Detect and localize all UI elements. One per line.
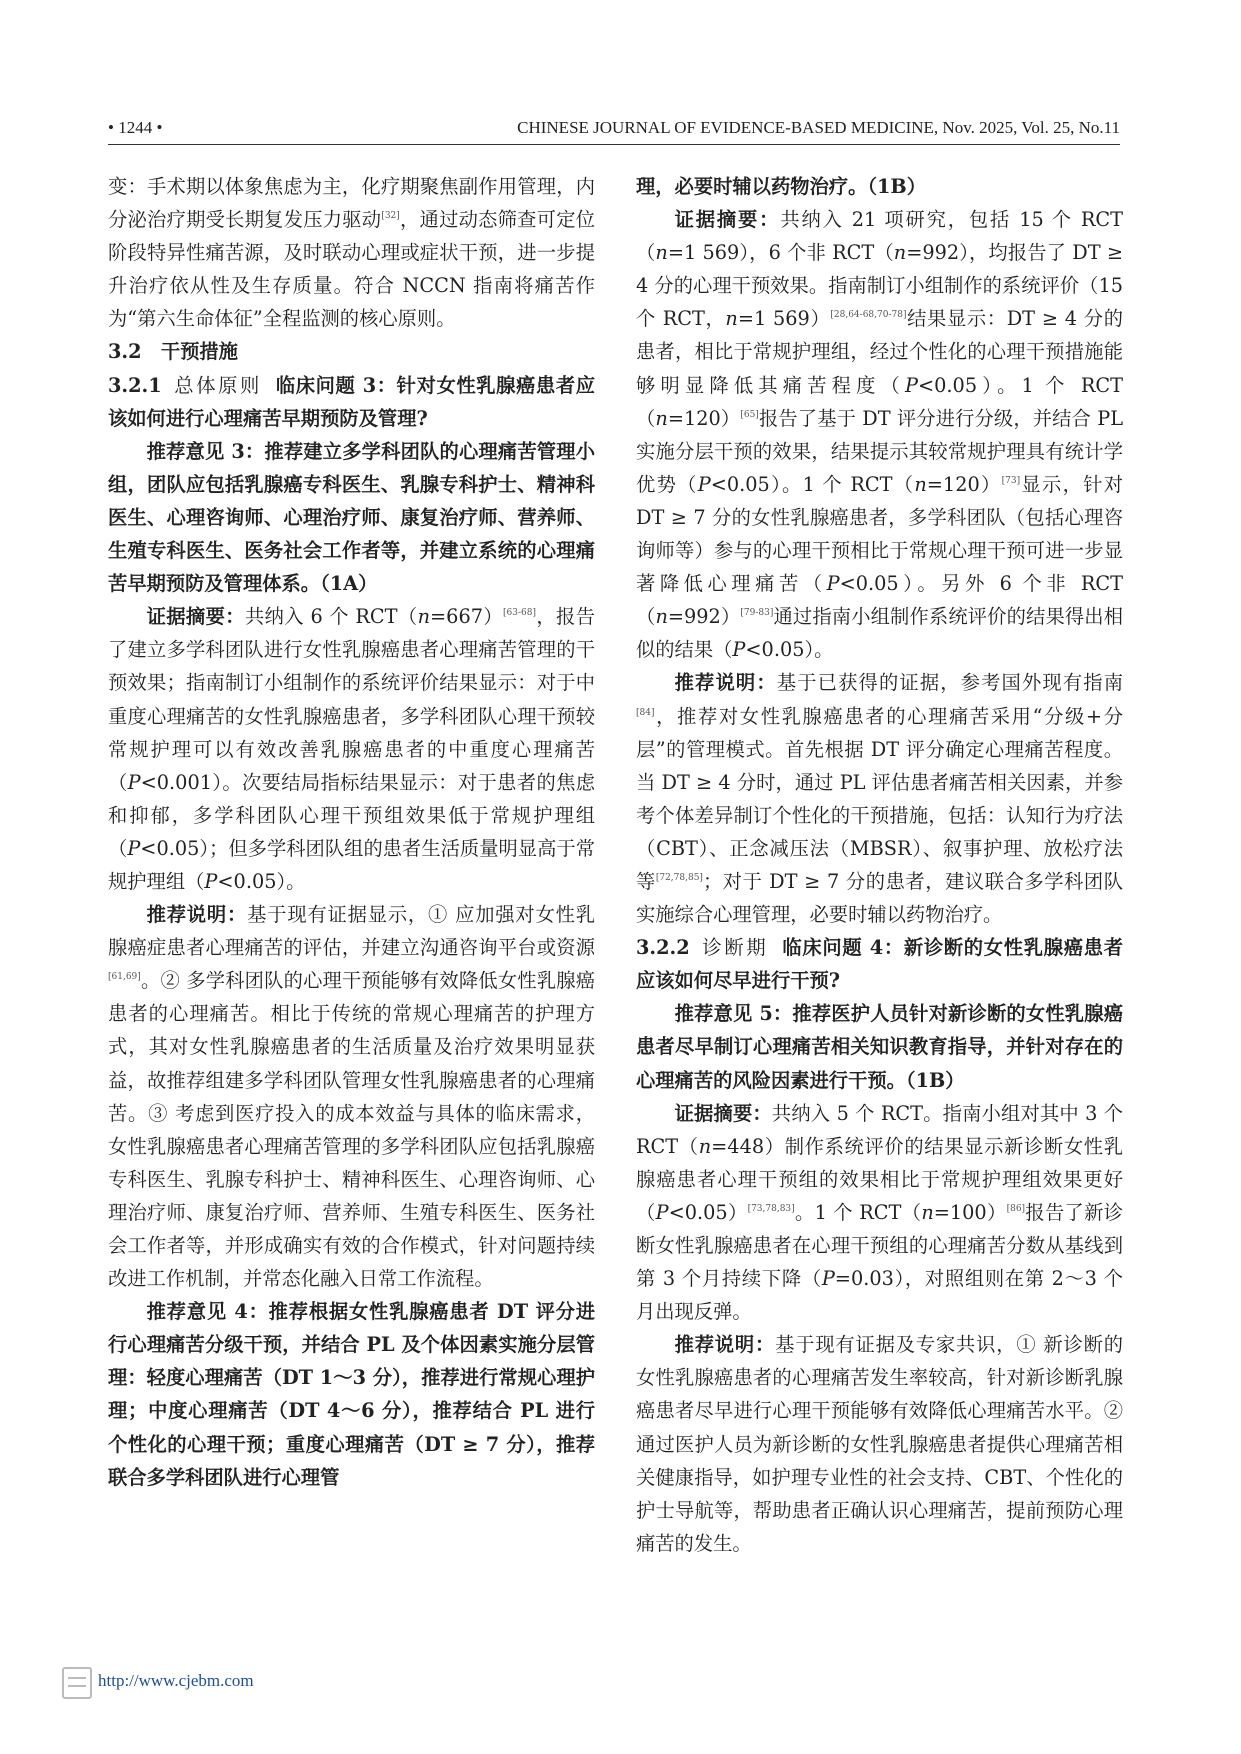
citation[interactable]: [65] — [740, 409, 759, 420]
citation[interactable]: [79-83] — [740, 608, 774, 619]
journal-url-link[interactable]: http://www.cjebm.com — [98, 1671, 254, 1690]
citation[interactable]: [28,64-68,70-78] — [830, 310, 907, 321]
recommendation-5: 推荐意见 5：推荐医护人员针对新诊断的女性乳腺癌患者尽早制订心理痛苦相关知识教育指导，并针对存在的心理痛苦的风险因素进行干预。（1B） — [636, 1002, 1123, 1092]
citation[interactable]: [73] — [1001, 475, 1021, 486]
page-number: • 1244 • — [108, 118, 163, 137]
recommendation-4: 推荐意见 4：推荐根据女性乳腺癌患者 DT 评分进行心理痛苦分级干预，并结合 PL 及个体因素实施分层管理：轻度心理痛苦（DT 1～3 分），推荐进行常规心理护理；中度心理痛苦（DT 4～6 分），推荐结合 PL 进行个性化的心理干预；重度心理痛苦（DT ≥ 7 分），推荐联合多学科团队进行心理管 — [108, 1300, 595, 1489]
journal-logo-icon — [62, 1667, 92, 1699]
citation[interactable]: [32] — [381, 211, 400, 222]
running-header — [108, 118, 1120, 145]
section-heading-3-2-2: 3.2.2 诊断期 临床问题 4：新诊断的女性乳腺癌患者应该如何尽早进行干预? — [636, 936, 1123, 993]
citation[interactable]: [86] — [1006, 1203, 1026, 1214]
recommendation-explanation-4: 推荐说明：基于已获得的证据，参考国外现有指南[84]，推荐对女性乳腺癌患者的心理痛苦采用“分级+分层”的管理模式。首先根据 DT 评分确定心理痛苦程度。当 DT ≥ 4 分时，通过 PL 评估患者痛苦相关因素，并参考个体差异制订个性化的干预措施，包括：认知行为疗法（CBT）、正念减压法（MBSR）、叙事护理、放松疗法等[72,78,85]；对于 DT ≥ 7 分的患者，建议联合多学科团队实施综合心理管理，必要时辅以药物治疗。 — [636, 671, 1124, 927]
journal-title: CHINESE JOURNAL OF EVIDENCE-BASED MEDICINE, Nov. 2025, Vol. 25, No.11 — [517, 118, 1120, 137]
recommendation-3: 推荐意见 3：推荐建立多学科团队的心理痛苦管理小组，团队应包括乳腺癌专科医生、乳腺专科护士、精神科医生、心理咨询师、心理治疗师、康复治疗师、营养师、生殖专科医生、医务社会工作者等，并建立系统的心理痛苦早期预防及管理体系。（1A） — [108, 439, 595, 596]
citation[interactable]: [73,78,83] — [747, 1203, 795, 1214]
section-heading-3-2-1: 3.2.1 总体原则 临床问题 3：针对女性乳腺癌患者应该如何进行心理痛苦早期预防及管理? — [108, 373, 595, 430]
citation[interactable]: [84] — [636, 707, 655, 718]
left-column — [108, 170, 595, 1494]
recommendation-4-continued: 理，必要时辅以药物治疗。（1B） — [636, 175, 927, 198]
evidence-summary-3: 证据摘要：共纳入 6 个 RCT（n=667）[63-68]，报告了建立多学科团队进行女性乳腺癌患者心理痛苦管理的干预效果；指南制订小组制作的系统评价结果显示：对于中重度心理痛苦的女性乳腺癌患者，多学科团队心理干预较常规护理可以有效改善乳腺癌患者的中重度心理痛苦（P<0.001）。次要结局指标结果显示：对于患者的焦虑和抑郁，多学科团队心理干预组效果低于常规护理组（P<0.05）；但多学科团队组的患者生活质量明显高于常规护理组（P<0.05）。 — [108, 605, 596, 893]
paragraph: 变：手术期以体象焦虑为主，化疗期聚焦副作用管理，内分泌治疗期受长期复发压力驱动[32]，通过动态筛查可定位阶段特异性痛苦源，及时联动心理或症状干预，进一步提升治疗依从性及生存质量。符合 NCCN 指南将痛苦作为“第六生命体征”全程监测的核心原则。 — [108, 175, 596, 331]
section-heading-3-2: 3.2 干预措施 — [108, 340, 238, 364]
evidence-summary-4: 证据摘要：共纳入 21 项研究，包括 15 个 RCT（n=1 569），6 个非 RCT（n=992），均报告了 DT ≥ 4 分的心理干预效果。指南制订小组制作的系统评价（15 个 RCT，n=1 569）[28,64-68,70-78]结果显示：DT ≥ 4 分的患者，相比于常规护理组，经过个性化的心理干预措施能够明显降低其痛苦程度（P<0.05）。1 个 RCT（n=120）[65]报告了基于 DT 评分进行分级，并结合 PL 实施分层干预的效果，结果提示其较常规护理具有统计学优势（P<0.05）。1 个 RCT（n=120）[73]显示，针对 DT ≥ 7 分的女性乳腺癌患者，多学科团队（包括心理咨询师等）参与的心理干预相比于常规心理干预可进一步显著降低心理痛苦（P<0.05）。另外 6 个非 RCT（n=992）[79-83]通过指南小组制作系统评价的结果得出相似的结果（P<0.05）。 — [636, 208, 1124, 662]
citation[interactable]: [63-68] — [503, 608, 536, 619]
citation[interactable]: [72,78,85] — [655, 872, 703, 883]
evidence-summary-5: 证据摘要：共纳入 5 个 RCT。指南小组对其中 3 个 RCT（n=448）制作系统评价的结果显示新诊断女性乳腺癌患者心理干预组的效果相比于常规护理组效果更好（P<0.05）[73,78,83]。1 个 RCT（n=100）[86]报告了新诊断女性乳腺癌患者在心理干预组的心理痛苦分数从基线到第 3 个月持续下降（P=0.03），对照组则在第 2～3 个月出现反弹。 — [636, 1101, 1124, 1324]
right-column — [636, 170, 1123, 1560]
recommendation-explanation-3: 推荐说明：基于现有证据显示，① 应加强对女性乳腺癌症患者心理痛苦的评估，并建立沟通咨询平台或资源[61,69]。② 多学科团队的心理干预能够有效降低女性乳腺癌患者的心理痛苦。相比于传统的常规心理痛苦的护理方式，其对女性乳腺癌患者的生活质量及治疗效果明显获益，故推荐组建多学科团队管理女性乳腺癌患者的心理痛苦。③ 考虑到医疗投入的成本效益与具体的临床需求，女性乳腺癌患者心理痛苦管理的多学科团队应包括乳腺癌专科医生、乳腺专科护士、精神科医生、心理咨询师、心理治疗师、康复治疗师、营养师、生殖专科医生、医务社会工作者等，并形成确实有效的合作模式，针对问题持续改进工作机制，并常态化融入日常工作流程。 — [108, 903, 595, 1291]
citation[interactable]: [61,69] — [108, 972, 141, 983]
recommendation-explanation-5: 推荐说明：基于现有证据及专家共识，① 新诊断的女性乳腺癌患者的心理痛苦发生率较高，针对新诊断乳腺癌患者尽早进行心理干预能够有效降低心理痛苦水平。② 通过医护人员为新诊断的女性乳腺癌患者提供心理痛苦相关健康指导，如护理专业性的社会支持、CBT、个性化的护士导航等，帮助患者正确认识心理痛苦，提前预防心理痛苦的发生。 — [636, 1333, 1123, 1555]
